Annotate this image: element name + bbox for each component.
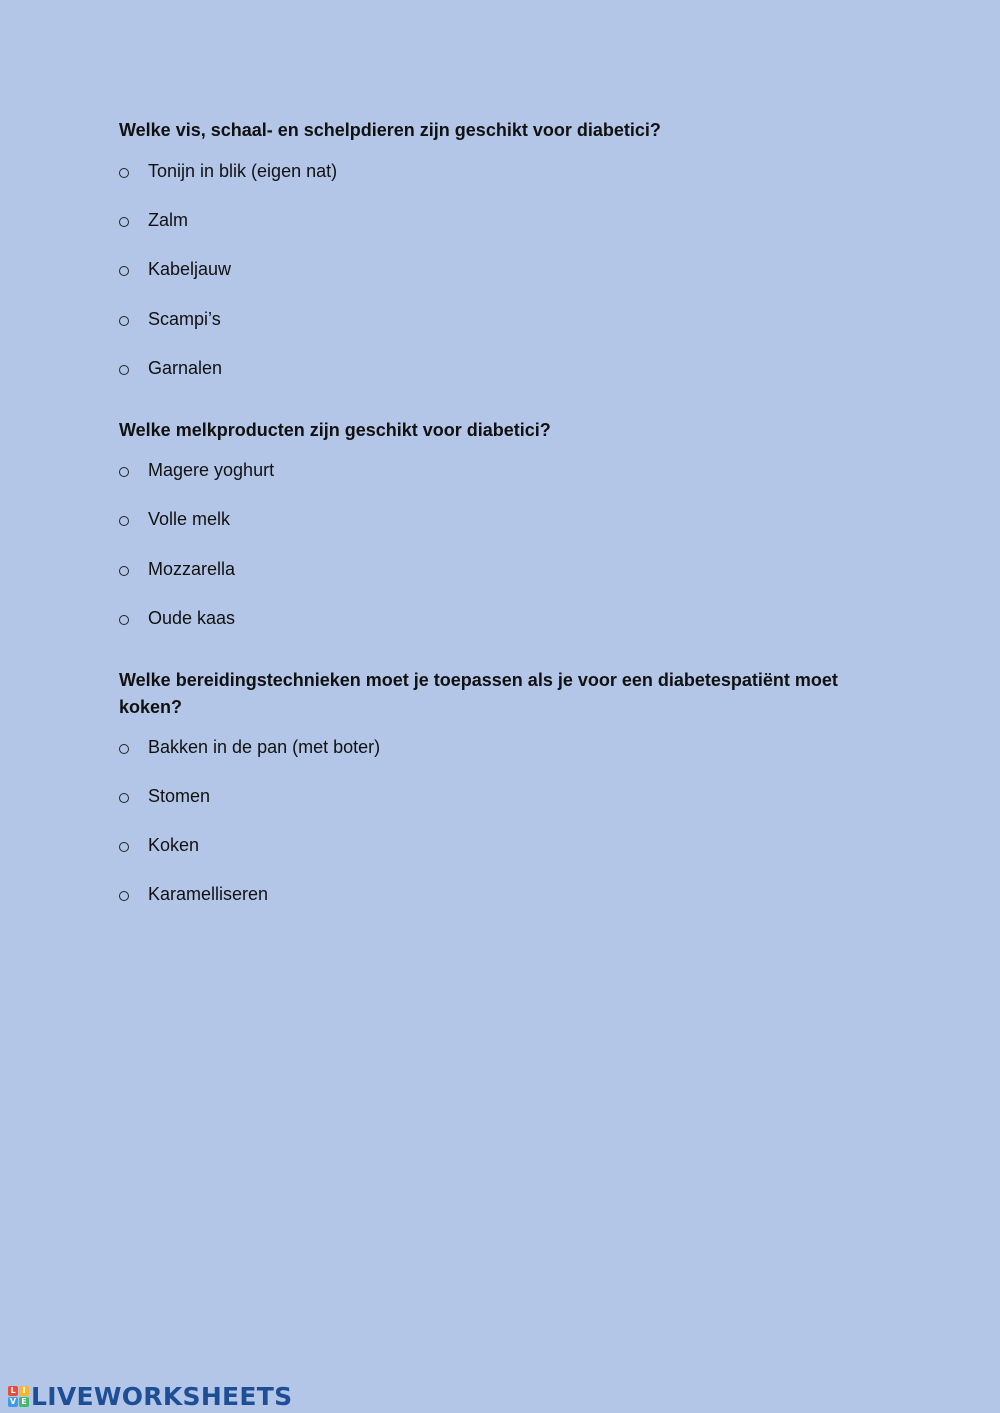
logo-letter-l: L (8, 1386, 18, 1396)
option-3-1[interactable] (119, 734, 380, 760)
option-label: Oude kaas (148, 607, 236, 628)
logo-letter-e: E (19, 1397, 29, 1407)
option-1-1[interactable] (119, 158, 337, 184)
radio-circle-icon[interactable] (119, 316, 129, 326)
radio-circle-icon[interactable] (119, 217, 129, 227)
radio-circle-icon[interactable] (119, 842, 129, 852)
option-label: Kabeljauw (148, 258, 232, 279)
logo-mark-icon (8, 1386, 29, 1407)
option-1-2[interactable] (119, 207, 188, 233)
radio-circle-icon[interactable] (119, 615, 129, 625)
option-label: Magere yoghurt (148, 459, 275, 480)
radio-circle-icon[interactable] (119, 744, 129, 754)
option-3-2[interactable] (119, 783, 210, 809)
option-label: Stomen (148, 785, 211, 806)
question-1: Welke vis, schaal- en schelpdieren zijn geschikt voor diabetici? (119, 120, 661, 140)
option-label: Koken (148, 834, 200, 855)
radio-circle-icon[interactable] (119, 891, 129, 901)
option-label: Volle melk (148, 508, 231, 529)
option-3-3[interactable] (119, 832, 199, 858)
option-label: Tonijn in blik (eigen nat) (148, 160, 338, 181)
question-3: Welke bereidingstechnieken moet je toepassen als je voor een diabetespatiënt moet koken? (119, 670, 838, 717)
logo-text: LIVEWORKSHEETS (31, 1381, 293, 1411)
radio-circle-icon[interactable] (119, 467, 129, 477)
option-2-2[interactable] (119, 506, 230, 532)
radio-circle-icon[interactable] (119, 266, 129, 276)
logo-letter-v: V (9, 1396, 17, 1406)
radio-circle-icon[interactable] (119, 793, 129, 803)
option-1-5[interactable] (119, 355, 222, 381)
option-label: Zalm (148, 209, 188, 230)
option-label: Karamelliseren (148, 883, 269, 904)
option-label: Mozzarella (148, 558, 236, 579)
liveworksheets-logo[interactable] (8, 1380, 292, 1412)
radio-circle-icon[interactable] (119, 516, 129, 526)
option-1-4[interactable] (119, 306, 221, 332)
option-2-1[interactable] (119, 457, 274, 483)
radio-circle-icon[interactable] (119, 365, 129, 375)
option-label: Scampi’s (148, 308, 221, 329)
radio-circle-icon[interactable] (119, 566, 129, 576)
option-2-3[interactable] (119, 556, 235, 582)
logo-letter-i: I (19, 1386, 29, 1396)
option-3-4[interactable] (119, 881, 268, 907)
option-label: Bakken in de pan (met boter) (148, 736, 381, 757)
option-label: Garnalen (148, 357, 223, 378)
option-1-3[interactable] (119, 256, 231, 282)
radio-circle-icon[interactable] (119, 168, 129, 178)
question-2: Welke melkproducten zijn geschikt voor diabetici? (119, 420, 551, 440)
option-2-4[interactable] (119, 605, 235, 631)
